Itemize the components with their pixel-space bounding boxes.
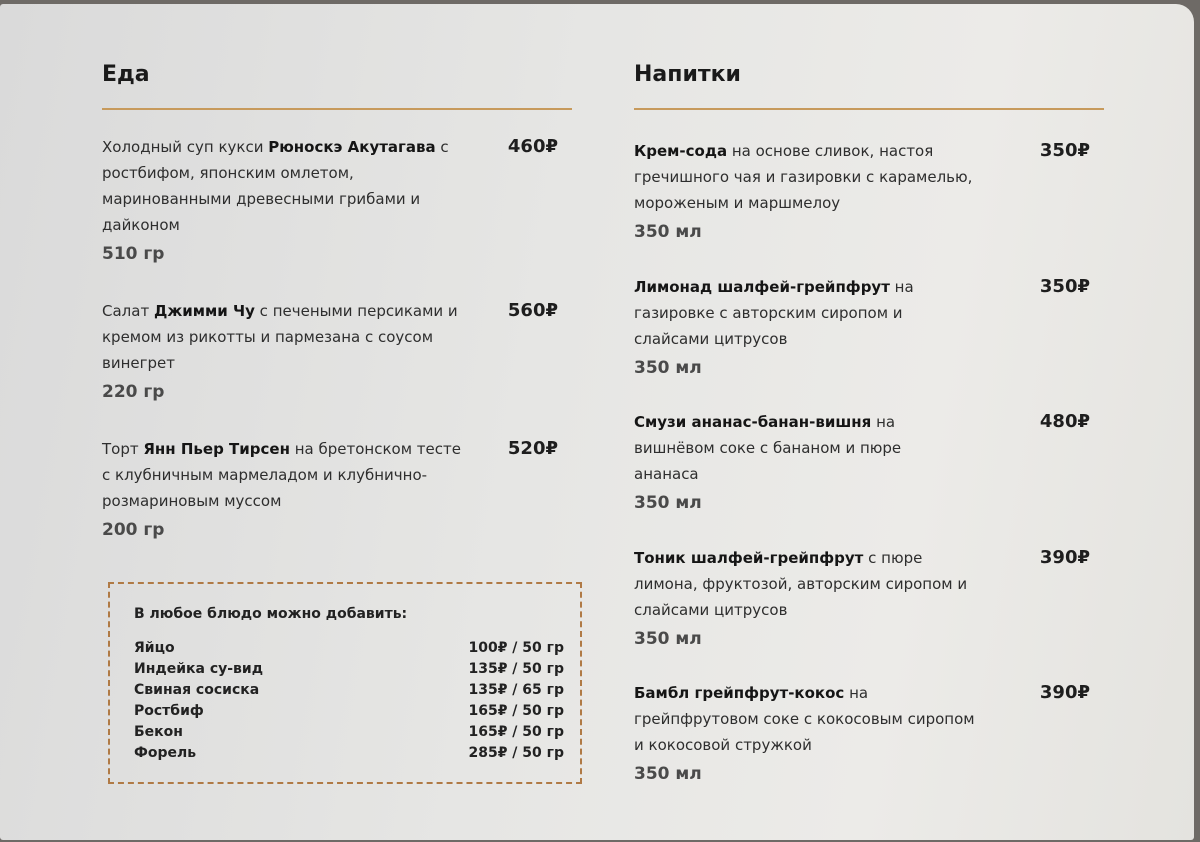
food-item-name: Рюноскэ Акутагава	[268, 138, 436, 156]
drinks-heading: Напитки	[634, 62, 741, 87]
drink-item-name: Крем-сода	[634, 142, 728, 160]
addon-row	[134, 703, 564, 724]
drink-item-description: Лимонад шалфей-грейпфрут на газировке с авторским сиропом и слайсами цитрусов	[634, 278, 914, 348]
food-item-description: Торт Янн Пьер Тирсен на бретонском тесте с клубничным мармеладом и клубнично-розмариновым муссом	[102, 440, 461, 510]
food-item-name: Джимми Чу	[153, 302, 255, 320]
addon-price: 165₽ / 50 гр	[468, 703, 564, 719]
drink-item	[634, 138, 1104, 246]
drink-item-price: 350₽	[1039, 140, 1090, 161]
drink-item-description: Тоник шалфей-грейпфрут с пюре лимона, фруктозой, авторским сиропом и слайсами цитрусов	[634, 549, 968, 619]
menu-card	[0, 4, 1194, 840]
drink-item-name: Бамбл грейпфрут-кокос	[634, 684, 845, 702]
food-item-price: 460₽	[507, 136, 558, 157]
addon-price: 100₽ / 50 гр	[468, 640, 564, 656]
drink-item-description: Бамбл грейпфрут-кокос на грейпфрутовом соке с кокосовым сиропом и кокосовой стружкой	[634, 684, 975, 754]
drink-item-volume: 350 мл	[634, 629, 702, 649]
drink-item	[634, 680, 1104, 788]
food-item-price: 560₽	[507, 300, 558, 321]
addon-row	[134, 682, 564, 703]
drink-item	[634, 274, 1104, 382]
addon-name: Ростбиф	[134, 703, 204, 719]
drink-item-volume: 350 мл	[634, 222, 702, 242]
drink-item	[634, 545, 1104, 653]
drink-item-volume: 350 мл	[634, 493, 702, 513]
drink-item-description: Смузи ананас-банан-вишня на вишнёвом соке с бананом и пюре ананаса	[634, 413, 902, 483]
drink-item-name: Тоник шалфей-грейпфрут	[634, 549, 864, 567]
drink-item-description: Крем-сода на основе сливок, настоя гречишного чая и газировки с карамелью, мороженым и маршмелоу	[634, 142, 973, 212]
food-item-price: 520₽	[507, 438, 558, 459]
addon-name: Бекон	[134, 724, 183, 740]
addon-price: 165₽ / 50 гр	[468, 724, 564, 740]
addon-price: 135₽ / 50 гр	[468, 661, 564, 677]
food-item-weight: 200 гр	[102, 520, 165, 540]
food-item-weight: 220 гр	[102, 382, 165, 402]
food-item	[102, 134, 572, 268]
food-item-description: Холодный суп кукси Рюноскэ Акутагава с ростбифом, японским омлетом, маринованными древесными грибами и дайконом	[102, 138, 449, 234]
drink-item-price: 480₽	[1039, 411, 1090, 432]
drinks-divider	[634, 108, 1104, 110]
drink-item-volume: 350 мл	[634, 764, 702, 784]
food-item	[102, 298, 572, 406]
addon-price: 135₽ / 65 гр	[468, 682, 564, 698]
addon-name: Свиная сосиска	[134, 682, 260, 698]
drink-item-name: Смузи ананас-банан-вишня	[634, 413, 872, 431]
drink-item-name: Лимонад шалфей-грейпфрут	[634, 278, 890, 296]
addon-name: Яйцо	[134, 640, 175, 656]
drink-item-price: 390₽	[1039, 547, 1090, 568]
addon-price: 285₽ / 50 гр	[468, 745, 564, 761]
addon-row	[134, 724, 564, 745]
addon-row	[134, 640, 564, 661]
addons-box	[108, 582, 582, 784]
drink-item-volume: 350 мл	[634, 358, 702, 378]
addon-row	[134, 661, 564, 682]
addon-name: Форель	[134, 745, 197, 761]
drink-item-price: 350₽	[1039, 276, 1090, 297]
food-divider	[102, 108, 572, 110]
addons-title: В любое блюдо можно добавить:	[134, 606, 408, 622]
drink-item	[634, 409, 1104, 517]
food-item-weight: 510 гр	[102, 244, 165, 264]
food-item-description: Салат Джимми Чу с печеными персиками и кремом из рикотты и пармезана с соусом винегрет	[102, 302, 458, 372]
food-item	[102, 436, 572, 544]
addon-row	[134, 745, 564, 766]
drink-item-price: 390₽	[1039, 682, 1090, 703]
food-item-name: Янн Пьер Тирсен	[143, 440, 290, 458]
addon-name: Индейка су-вид	[134, 661, 264, 677]
food-heading: Еда	[102, 62, 150, 87]
